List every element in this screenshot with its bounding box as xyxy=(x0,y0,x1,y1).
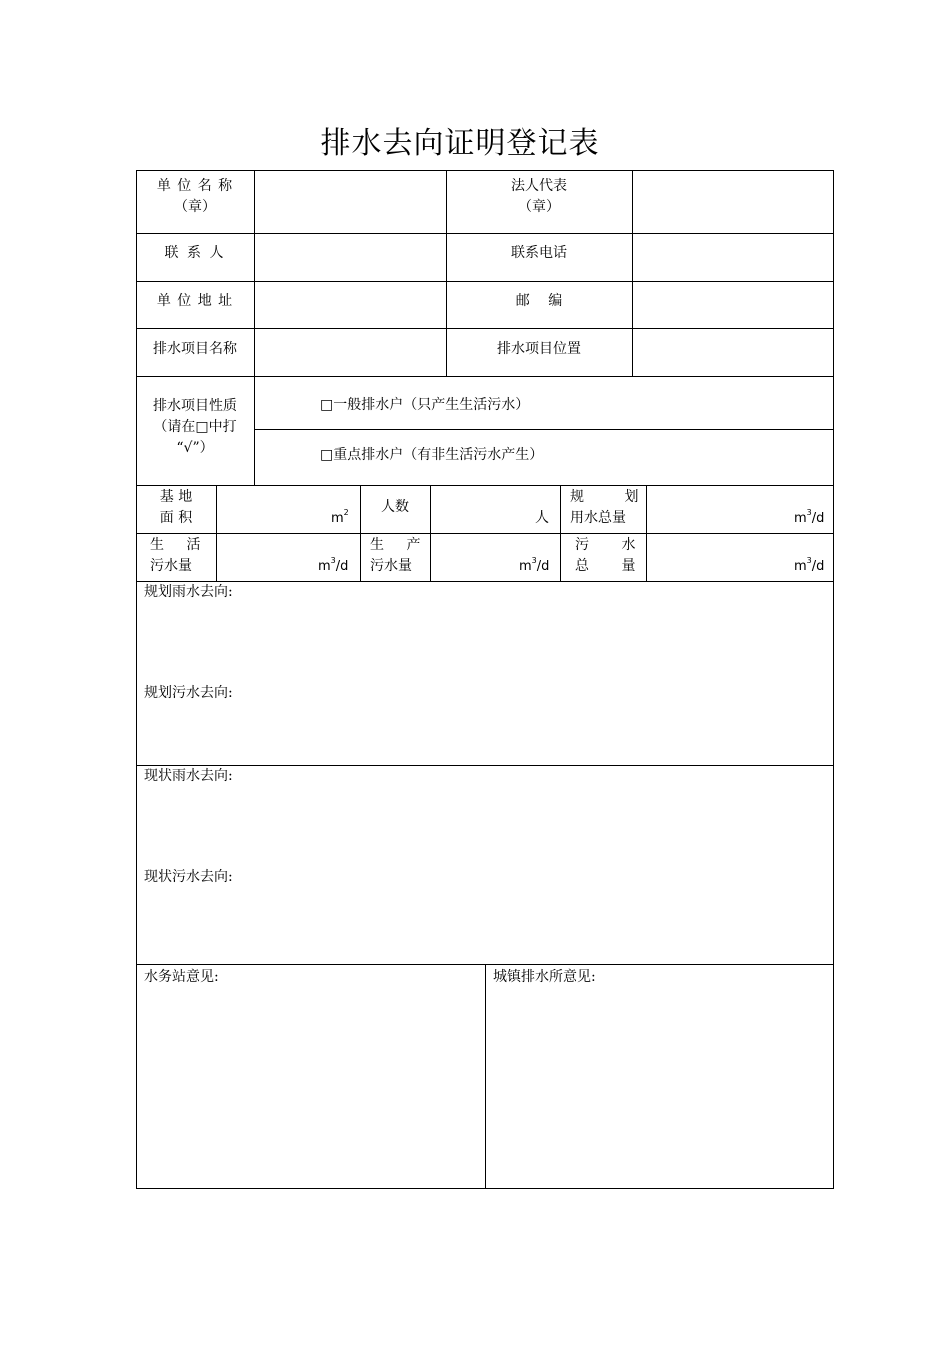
phone-label: 联系电话 xyxy=(511,245,567,261)
postcode-label: 邮 编 xyxy=(515,293,563,309)
unit-name-field[interactable] xyxy=(255,171,445,232)
nature-label-line1: 排水项目性质 xyxy=(153,398,237,414)
planned-sewage-label: 规划污水去向: xyxy=(144,685,233,701)
sewage-total-label-line2: 总 量 xyxy=(575,558,636,574)
project-name-label: 排水项目名称 xyxy=(153,341,237,357)
water-total-unit: $m^3/d$ xyxy=(794,508,825,526)
production-label-line2: 污水量 xyxy=(370,558,412,574)
domestic-sewage-unit: $m^3/d$ xyxy=(318,556,349,574)
sewage-total-label-line1: 污 水 xyxy=(575,537,636,553)
address-field[interactable] xyxy=(255,282,445,327)
option-general-discharger[interactable]: □一般排水户（只产生生活污水） xyxy=(320,397,530,413)
postcode-field[interactable] xyxy=(633,282,833,327)
area-label-line1: 基 地 xyxy=(159,489,193,505)
town-drainage-opinion-field[interactable] xyxy=(486,990,833,1188)
nature-label-line2: （请在□中打 xyxy=(153,419,237,435)
water-station-opinion-field[interactable] xyxy=(137,990,484,1188)
legal-rep-label: 法人代表 xyxy=(511,178,567,194)
page-title: 排水去向证明登记表 xyxy=(320,126,600,161)
domestic-label-line1: 生 活 xyxy=(150,537,201,553)
unit-seal-label: （章） xyxy=(174,199,216,215)
planned-directions-field[interactable] xyxy=(137,604,833,764)
water-total-label-line1: 规 划 xyxy=(570,489,639,505)
planned-rain-label: 规划雨水去向: xyxy=(144,584,233,600)
current-rain-label: 现状雨水去向: xyxy=(144,768,233,784)
contact-label: 联 系 人 xyxy=(164,245,226,261)
people-unit: 人 xyxy=(535,510,549,526)
option-key-discharger[interactable]: □重点排水户（有非生活污水产生） xyxy=(320,447,544,463)
contact-field[interactable] xyxy=(255,234,445,280)
area-unit: $m^2$ xyxy=(331,508,349,526)
legal-rep-field[interactable] xyxy=(633,171,833,232)
people-label: 人数 xyxy=(381,499,409,515)
phone-field[interactable] xyxy=(633,234,833,280)
sewage-total-unit: $m^3/d$ xyxy=(794,556,825,574)
domestic-label-line2: 污水量 xyxy=(150,558,192,574)
town-drainage-opinion-label: 城镇排水所意见: xyxy=(493,969,596,985)
area-label-line2: 面 积 xyxy=(159,510,193,526)
nature-label-line3: “√”） xyxy=(176,440,214,456)
current-directions-field[interactable] xyxy=(137,788,833,963)
production-label-line1: 生 产 xyxy=(370,537,421,553)
production-sewage-unit: $m^3/d$ xyxy=(519,556,550,574)
current-sewage-label: 现状污水去向: xyxy=(144,869,233,885)
water-station-opinion-label: 水务站意见: xyxy=(144,969,219,985)
unit-name-label: 单 位 名 称 xyxy=(156,178,234,194)
project-location-label: 排水项目位置 xyxy=(497,341,581,357)
project-location-field[interactable] xyxy=(633,329,833,375)
legal-rep-seal-label: （章） xyxy=(518,199,560,215)
project-name-field[interactable] xyxy=(255,329,445,375)
water-total-label-line2: 用水总量 xyxy=(570,510,626,526)
address-label: 单 位 地 址 xyxy=(156,293,234,309)
